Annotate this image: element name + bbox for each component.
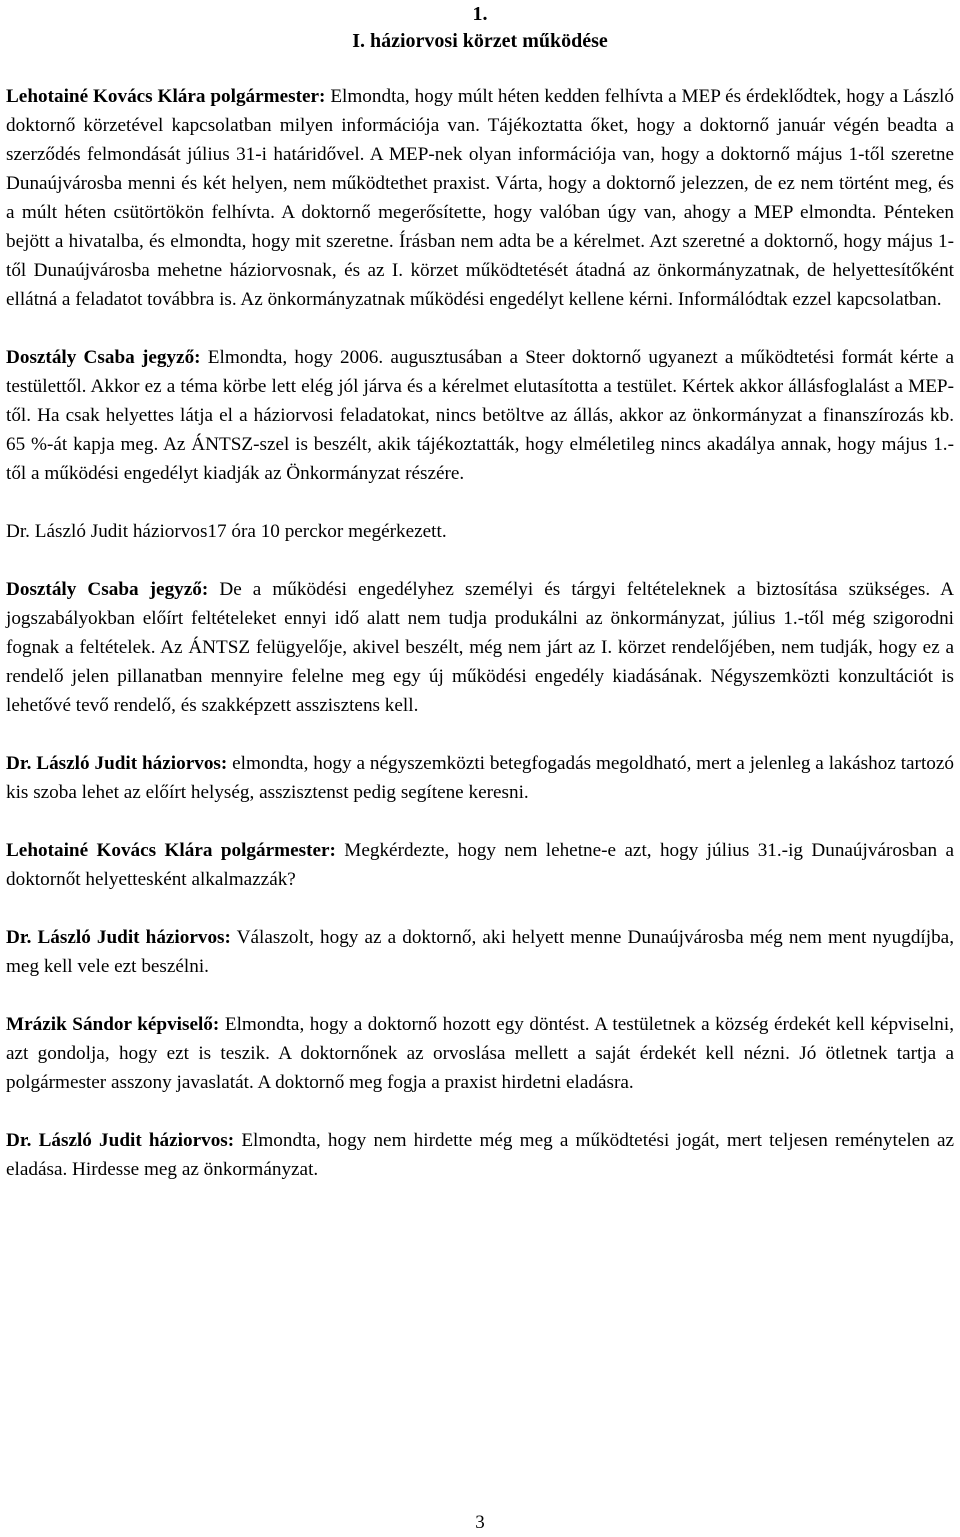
speaker-label: Dr. László Judit háziorvos:: [6, 1130, 235, 1151]
agenda-item-number: 1.: [472, 3, 488, 25]
minutes-body: [6, 82, 954, 1213]
paragraph-doctor-1: [6, 749, 954, 807]
page-number: 3: [475, 1512, 485, 1533]
speaker-label: Dosztály Csaba jegyző:: [6, 579, 209, 600]
paragraph-doctor-3: [6, 1126, 954, 1184]
paragraph-mayor-1: [6, 82, 954, 314]
paragraph-text: Dr. László Judit háziorvos17 óra 10 perckor megérkezett.: [6, 521, 447, 542]
paragraph-notary-2: [6, 575, 954, 720]
paragraph-text: elmondta, hogy a négyszemközti betegfogadás megoldható, mert a jelenleg a lakáshoz tartozó kis szoba lehet az előírt helység, asszisztenst pedig segítene keresni.: [6, 753, 954, 803]
paragraph-text: Megkérdezte, hogy nem lehetne-e azt, hogy július 31.-ig Dunaújvárosban a doktornőt helyettesként alkalmazzák?: [6, 840, 955, 890]
paragraph-text: Válaszolt, hogy az a doktornő, aki helyett menne Dunaújvárosba még nem ment nyugdíjba, meg kell vele ezt beszélni.: [6, 927, 954, 977]
paragraph-representative: [6, 1010, 954, 1097]
speaker-label: Dr. László Judit háziorvos:: [6, 927, 231, 948]
speaker-label: Dosztály Csaba jegyző:: [6, 347, 201, 368]
speaker-label: Lehotainé Kovács Klára polgármester:: [6, 840, 336, 861]
paragraph-text: Elmondta, hogy a doktornő hozott egy döntést. A testületnek a község érdekét kell képviselni, azt gondolja, hogy ezt is teszik. A doktornőnek az orvoslása mellett a saját érdekét kell nézni. Jó ötletnek tartja a polgármester asszony javaslatát. A doktornő meg fogja a praxist hirdetni eladásra.: [6, 1014, 954, 1093]
paragraph-arrival-note: [6, 517, 954, 546]
paragraph-text: De a működési engedélyhez személyi és tárgyi feltételeknek a biztosítása szükséges. A jogszabályokban előírt feltételeket ennyi idő alatt nem tudja produkálni az önkormányzat, július 1.-től még szigorodni fognak a feltételek. Az ÁNTSZ felügyelője, akivel beszélt, még nem járt az I. körzet rendelőjében, nem tudják, hogy ez a rendelő jelen pillanatban mennyire felelne meg egy új működési engedély kiadásának. Négyszemközti konzultációt is lehetővé tevő rendelő, és szakképzett asszisztens kell.: [6, 579, 954, 716]
paragraph-text: Elmondta, hogy 2006. augusztusában a Steer doktornő ugyanezt a működtetési formát kérte a testülettől. Akkor ez a téma körbe lett elég jól járva és a kérelmet elutasította a testület. Kértek akkor állásfoglalást a MEP-től. Ha csak helyettes látja el a háziorvosi feladatokat, nincs betöltve az állás, akkor az önkormányzat a finanszírozás kb. 65 %-át kapja meg. Az ÁNTSZ-szel is beszélt, akik tájékoztatták, hogy elméletileg nincs akadálya annak, hogy május 1.-től a működési engedélyt kiadják az Önkormányzat részére.: [6, 347, 955, 484]
paragraph-mayor-2: [6, 836, 954, 894]
speaker-label: Lehotainé Kovács Klára polgármester:: [6, 86, 326, 107]
paragraph-text: Elmondta, hogy múlt héten kedden felhívta a MEP és érdeklődtek, hogy a László doktornő körzetével kapcsolatban milyen információja van. Tájékoztatta őket, hogy a doktornő január végén beadta a szerződés felmondását július 31-i határidővel. A MEP-nek olyan információja van, hogy a doktornő május 1-től szeretne Dunaújvárosba menni és két helyen, nem működtethet praxist. Várta, hogy a doktornő jelezzen, de ez nem történt meg, és a múlt héten csütörtökön felhívta. A doktornő megerősítette, hogy valóban úgy van, ahogy a MEP elmondta. Pénteken bejött a hivatalba, és elmondta, hogy mit szeretne. Írásban nem adta be a kérelmet. Azt szeretné a doktornő, hogy május 1-től Dunaújvárosba mehetne háziorvosnak, és az I. körzet működtetését átadná az önkormányzatnak, de helyettesítőként ellátná a feladatot továbbra is. Az önkormányzatnak működési engedélyt kellene kérni. Informálódtak ezzel kapcsolatban.: [6, 86, 954, 310]
speaker-label: Mrázik Sándor képviselő:: [6, 1014, 220, 1035]
paragraph-text: Elmondta, hogy nem hirdette még meg a működtetési jogát, mert teljesen reménytelen az eladása. Hirdesse meg az önkormányzat.: [6, 1130, 954, 1180]
agenda-item-title: I. háziorvosi körzet működése: [352, 30, 608, 52]
paragraph-notary-1: [6, 343, 954, 488]
paragraph-doctor-2: [6, 923, 954, 981]
speaker-label: Dr. László Judit háziorvos:: [6, 753, 228, 774]
